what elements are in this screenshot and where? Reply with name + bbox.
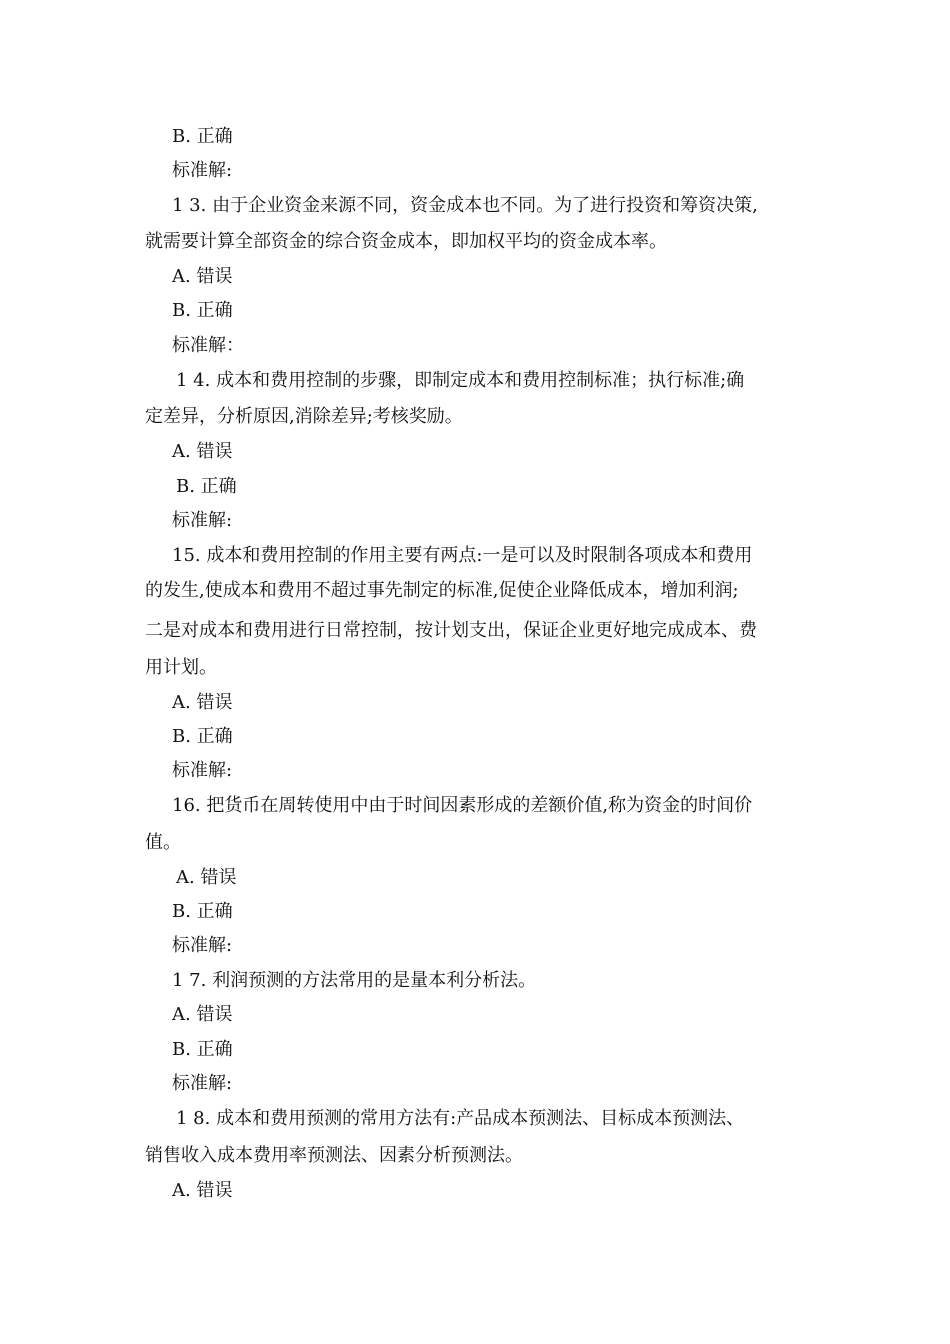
- option-b-14: B. 正确: [176, 476, 237, 497]
- option-a-17: A. 错误: [172, 1004, 233, 1025]
- option-a-13: A. 错误: [172, 266, 233, 287]
- option-a-14: A. 错误: [172, 441, 233, 462]
- answer-label-13: 标准解：: [172, 335, 244, 356]
- question-15-line-4: 用计划。: [145, 657, 217, 678]
- question-13-line-2: 就需要计算全部资金的综合资金成本，即加权平均的资金成本率。: [145, 231, 667, 252]
- option-b-16: B. 正确: [172, 901, 233, 922]
- question-14-line-2: 定差异，分析原因,消除差异;考核奖励。: [145, 406, 463, 427]
- option-a-15: A. 错误: [172, 692, 233, 713]
- answer-label-17: 标准解:: [172, 1073, 233, 1094]
- question-13-line-1: 1 3. 由于企业资金来源不同，资金成本也不同。为了进行投资和筹资决策,: [172, 195, 758, 216]
- question-17-line-1: 1 7. 利润预测的方法常用的是量本利分析法。: [172, 970, 537, 991]
- answer-label-16: 标准解:: [172, 935, 233, 956]
- option-b-12: B. 正确: [172, 126, 233, 147]
- question-18-line-1: 1 8. 成本和费用预测的常用方法有:产品成本预测法、目标成本预测法、: [176, 1108, 745, 1129]
- option-b-15: B. 正确: [172, 726, 233, 747]
- question-15-line-1: 15. 成本和费用控制的作用主要有两点:一是可以及时限制各项成本和费用: [172, 545, 753, 566]
- question-18-line-2: 销售收入成本费用率预测法、因素分析预测法。: [145, 1145, 523, 1166]
- option-a-16: A. 错误: [176, 867, 237, 888]
- question-15-line-3: 二是对成本和费用进行日常控制，按计划支出，保证企业更好地完成成本、费: [145, 620, 757, 641]
- question-15-line-2: 的发生,使成本和费用不超过事先制定的标准,促使企业降低成本，增加利润;: [145, 580, 739, 601]
- question-14-line-1: 1 4. 成本和费用控制的步骤，即制定成本和费用控制标准；执行标准;确: [176, 370, 745, 391]
- answer-label-12: 标准解:: [172, 160, 233, 181]
- answer-label-15: 标准解:: [172, 760, 233, 781]
- option-a-18: A. 错误: [172, 1180, 233, 1201]
- question-16-line-2: 值。: [145, 832, 181, 853]
- option-b-17: B. 正确: [172, 1039, 233, 1060]
- question-16-line-1: 16. 把货币在周转使用中由于时间因素形成的差额价值,称为资金的时间价: [172, 795, 753, 816]
- answer-label-14: 标准解:: [172, 510, 233, 531]
- option-b-13: B. 正确: [172, 300, 233, 321]
